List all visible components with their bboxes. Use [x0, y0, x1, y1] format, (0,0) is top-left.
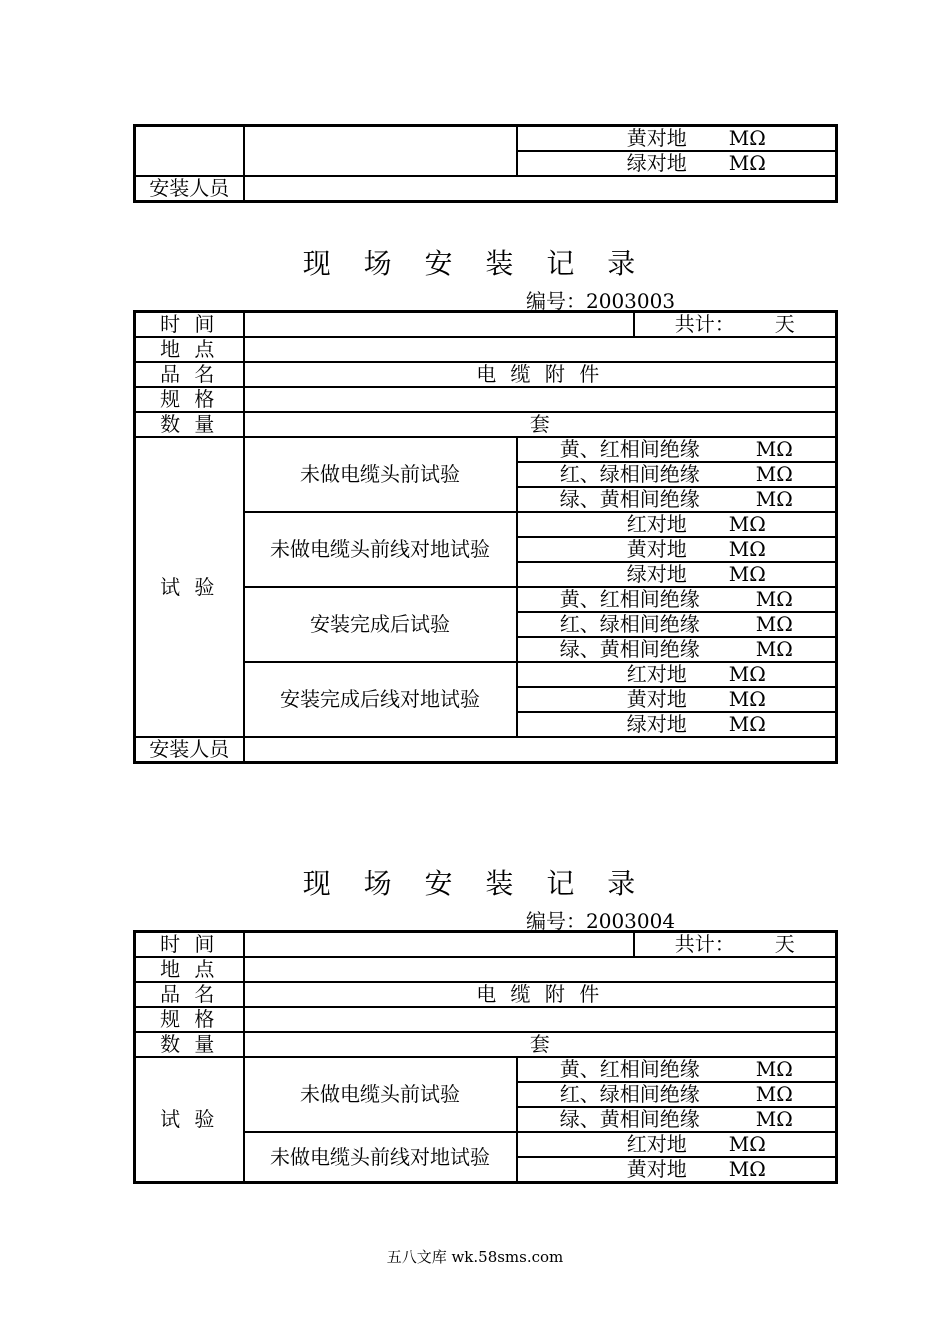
- unit-mohm: MΩ: [755, 612, 793, 636]
- install-record-table: [133, 930, 838, 1184]
- measure-label: 红、绿相间绝缘: [559, 462, 700, 486]
- measure-label: 黄对地: [626, 687, 687, 711]
- total-days: [634, 312, 837, 338]
- measure-label: 红对地: [626, 662, 687, 686]
- serial-value: 2003004: [586, 909, 676, 933]
- spec-label: 规 格: [135, 387, 244, 412]
- unit-mohm: MΩ: [755, 462, 793, 486]
- unit-mohm: MΩ: [755, 1082, 793, 1106]
- unit-mohm: MΩ: [728, 151, 766, 175]
- measure-label: 绿、黄相间绝缘: [559, 637, 700, 661]
- unit-mohm: MΩ: [755, 637, 793, 661]
- unit-mohm: MΩ: [755, 487, 793, 511]
- measure-label: 黄对地: [626, 1157, 687, 1181]
- measure-row: [517, 126, 837, 152]
- time-label: 时 间: [135, 312, 244, 338]
- footer-watermark: 五八文库 wk.58sms.com: [386, 1248, 564, 1266]
- measure-row: [517, 637, 837, 662]
- spec-label: 规 格: [135, 1007, 244, 1032]
- measure-row: [517, 462, 837, 487]
- qty-label: 数 量: [135, 1032, 244, 1057]
- unit-mohm: MΩ: [728, 662, 766, 686]
- record-title: 现 场 安 装 记 录: [302, 247, 648, 280]
- serial-value: 2003003: [586, 289, 676, 313]
- test-label: 试 验: [135, 1057, 244, 1183]
- unit-mohm: MΩ: [728, 712, 766, 736]
- product-label: 品 名: [135, 362, 244, 387]
- unit-mohm: MΩ: [728, 126, 766, 150]
- time-label: 时 间: [135, 932, 244, 958]
- measure-label: 绿对地: [626, 562, 687, 586]
- qty-value: 套: [244, 1032, 837, 1057]
- measure-label: 红、绿相间绝缘: [559, 1082, 700, 1106]
- product-value: 电 缆 附 件: [244, 982, 837, 1007]
- serial-label: 编号：: [526, 909, 586, 933]
- test-group-name: 安装完成后试验: [244, 587, 517, 662]
- measure-row: [517, 151, 837, 176]
- measure-row: [517, 687, 837, 712]
- time-field[interactable]: [244, 932, 634, 958]
- measure-row: [517, 612, 837, 637]
- measure-label: 黄对地: [626, 537, 687, 561]
- unit-mohm: MΩ: [728, 562, 766, 586]
- measure-row: [517, 1132, 837, 1157]
- measure-label: 黄对地: [626, 126, 687, 150]
- measure-row: [517, 437, 837, 462]
- qty-value: 套: [244, 412, 837, 437]
- measure-row: [517, 662, 837, 687]
- test-label: 试 验: [135, 437, 244, 737]
- test-group-name: 未做电缆头前试验: [244, 1057, 517, 1132]
- measure-label: 绿、黄相间绝缘: [559, 487, 700, 511]
- test-group-name: 安装完成后线对地试验: [244, 662, 517, 737]
- measure-row: [517, 712, 837, 737]
- place-field[interactable]: [244, 957, 837, 982]
- test-group-name: 未做电缆头前试验: [244, 437, 517, 512]
- fragment-empty-cell: [135, 126, 244, 177]
- measure-label: 绿对地: [626, 712, 687, 736]
- product-label: 品 名: [135, 982, 244, 1007]
- unit-mohm: MΩ: [728, 1157, 766, 1181]
- spec-field[interactable]: [244, 1007, 837, 1032]
- qty-label: 数 量: [135, 412, 244, 437]
- measure-row: [517, 512, 837, 537]
- measure-label: 红对地: [626, 512, 687, 536]
- unit-mohm: MΩ: [755, 437, 793, 461]
- total-days: [634, 932, 837, 958]
- measure-row: [517, 1082, 837, 1107]
- measure-row: [517, 562, 837, 587]
- installer-field[interactable]: [244, 176, 837, 202]
- installer-label: 安装人员: [135, 737, 244, 763]
- spec-field[interactable]: [244, 387, 837, 412]
- unit-mohm: MΩ: [728, 537, 766, 561]
- measure-row: [517, 1157, 837, 1183]
- unit-mohm: MΩ: [755, 587, 793, 611]
- total-label: 共计：: [674, 932, 735, 956]
- measure-row: [517, 487, 837, 512]
- measure-label: 绿、黄相间绝缘: [559, 1107, 700, 1131]
- measure-row: [517, 587, 837, 612]
- record-title: 现 场 安 装 记 录: [302, 867, 648, 900]
- measure-label: 绿对地: [626, 151, 687, 175]
- measure-label: 黄、红相间绝缘: [559, 1057, 700, 1081]
- measure-row: [517, 1057, 837, 1082]
- place-field[interactable]: [244, 337, 837, 362]
- product-value: 电 缆 附 件: [244, 362, 837, 387]
- total-label: 共计：: [674, 312, 735, 336]
- test-group-name: 未做电缆头前线对地试验: [244, 1132, 517, 1183]
- measure-label: 黄、红相间绝缘: [559, 587, 700, 611]
- unit-mohm: MΩ: [728, 1132, 766, 1156]
- installer-label: 安装人员: [135, 176, 244, 202]
- time-field[interactable]: [244, 312, 634, 338]
- measure-row: [517, 537, 837, 562]
- test-group-name: 未做电缆头前线对地试验: [244, 512, 517, 587]
- fragment-group-cell: [244, 126, 517, 177]
- measure-label: 黄、红相间绝缘: [559, 437, 700, 461]
- measure-row: [517, 1107, 837, 1132]
- serial-label: 编号：: [526, 289, 586, 313]
- measure-label: 红、绿相间绝缘: [559, 612, 700, 636]
- place-label: 地 点: [135, 337, 244, 362]
- place-label: 地 点: [135, 957, 244, 982]
- unit-mohm: MΩ: [728, 512, 766, 536]
- measure-label: 红对地: [626, 1132, 687, 1156]
- unit-mohm: MΩ: [755, 1057, 793, 1081]
- unit-day: 天: [774, 932, 795, 956]
- unit-mohm: MΩ: [728, 687, 766, 711]
- unit-mohm: MΩ: [755, 1107, 793, 1131]
- installer-field[interactable]: [244, 737, 837, 763]
- unit-day: 天: [774, 312, 795, 336]
- record-fragment-table: [133, 124, 838, 203]
- install-record-table: [133, 310, 838, 764]
